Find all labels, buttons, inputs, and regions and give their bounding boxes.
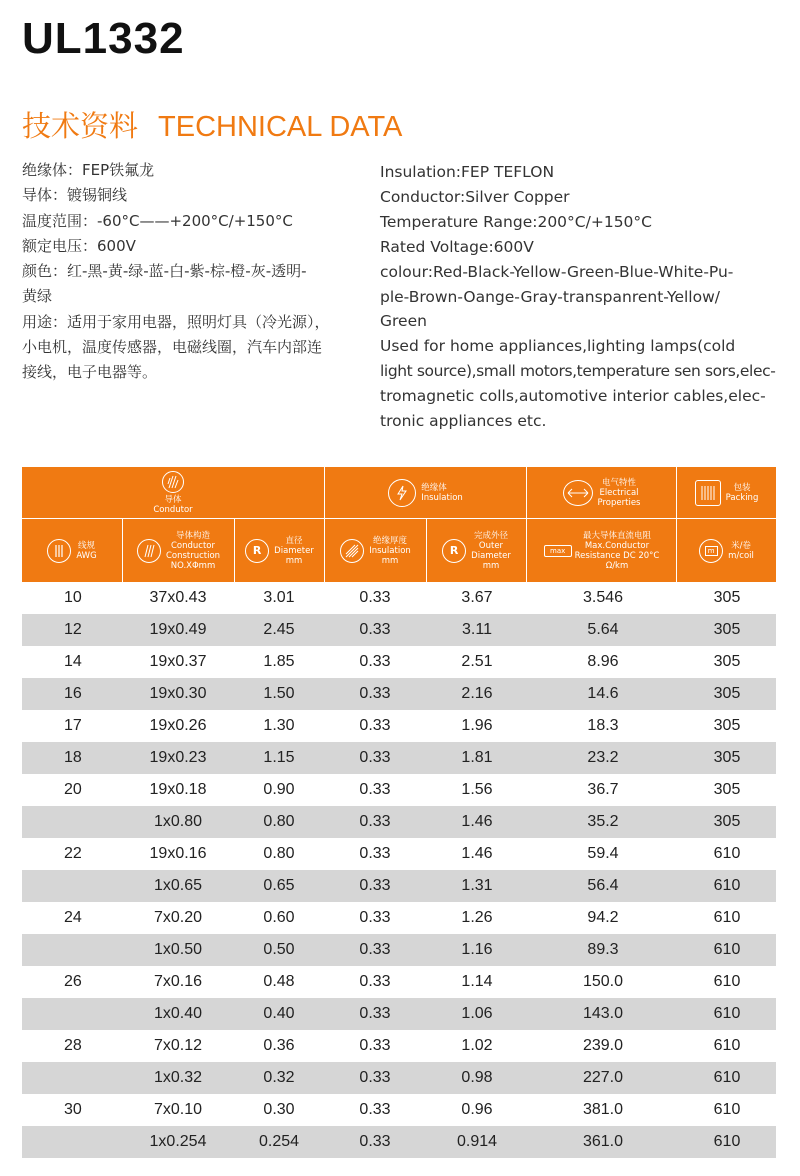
insulation-layer-icon: [340, 539, 364, 563]
table-cell: 14.6: [587, 685, 619, 702]
table-cell: 1.96: [461, 717, 493, 734]
table-cell: 0.50: [263, 941, 295, 958]
table-cell: 305: [713, 589, 741, 606]
table-cell: 8.96: [587, 653, 619, 670]
table-cell: 19x0.26: [149, 717, 207, 734]
col-construction-en3: NO.XΦmm: [170, 560, 216, 571]
table-cell: 305: [713, 653, 741, 670]
table-cell: 10: [64, 589, 82, 606]
table-cell: 1.02: [461, 1037, 493, 1054]
table-cell: 7x0.10: [153, 1101, 203, 1118]
table-cell: 1.16: [461, 941, 493, 958]
spec-line: 额定电压：600V: [22, 236, 136, 255]
table-row: [22, 806, 776, 838]
table-cell: 0.33: [359, 781, 391, 798]
table-cell: 16: [64, 685, 82, 702]
table-cell: 1.81: [461, 749, 493, 766]
resistor-icon: max: [544, 545, 572, 557]
table-cell: 1.50: [263, 685, 295, 702]
col-thickness-cn: 绝缘厚度: [372, 535, 407, 546]
table-cell: 3.11: [462, 621, 492, 638]
col-outer-en2: Diameter: [471, 550, 511, 561]
table-cell: 0.33: [359, 941, 391, 958]
group-electrical: [527, 467, 676, 518]
radius-icon: R: [245, 539, 269, 563]
table-cell: 1.31: [461, 877, 493, 894]
table-cell: 2.45: [263, 621, 295, 638]
col-construction: [123, 519, 234, 582]
table-cell: 227.0: [582, 1069, 624, 1086]
col-awg-en: AWG: [76, 550, 97, 561]
table-cell: 1.30: [263, 717, 295, 734]
col-outer-diameter: [427, 519, 526, 582]
table-row: [22, 902, 776, 934]
table-cell: 30: [64, 1101, 82, 1118]
table-cell: 1.06: [461, 1005, 493, 1022]
table-cell: 0.33: [359, 813, 391, 830]
table-cell: 1x0.254: [149, 1133, 207, 1150]
table-cell: 0.33: [359, 589, 391, 606]
table-cell: 19x0.16: [149, 845, 207, 862]
table-cell: 23.2: [587, 749, 619, 766]
col-outer-unit: mm: [482, 560, 500, 571]
spec-line: 颜色：红-黑-黄-绿-蓝-白-紫-棕-橙-灰-透明-: [22, 262, 307, 281]
table-row: [22, 582, 776, 614]
table-cell: 143.0: [582, 1005, 624, 1022]
table-cell: 3.546: [582, 589, 624, 606]
table-body: [22, 582, 776, 1158]
group-electrical-cn: 电气特性: [601, 477, 636, 488]
spec-line: Insulation:FEP TEFLON: [380, 163, 555, 181]
table-cell: 610: [713, 1133, 741, 1150]
measure-icon-label: m: [705, 546, 718, 556]
table-cell: 0.33: [359, 1069, 391, 1086]
spec-line: Conductor:Silver Copper: [380, 187, 570, 206]
table-cell: 305: [713, 621, 741, 638]
spec-line: 温度范围：-60°C——+200°C/+150°C: [22, 211, 293, 230]
col-resistance-unit: Ω/km: [605, 560, 629, 571]
table-cell: 0.33: [359, 1037, 391, 1054]
group-packing-cn: 包装: [733, 482, 751, 493]
table-row: [22, 1126, 776, 1158]
spec-line: 小电机，温度传感器，电磁线圈，汽车内部连: [22, 338, 323, 357]
table-cell: 239.0: [582, 1037, 624, 1054]
table-cell: 0.33: [359, 877, 391, 894]
col-thickness-en: Insulation: [369, 545, 411, 556]
table-row: [22, 838, 776, 870]
table-cell: 1x0.32: [153, 1069, 203, 1086]
spec-line: 接线，电子电器等。: [22, 363, 158, 382]
table-row: [22, 742, 776, 774]
table-cell: 0.32: [263, 1069, 295, 1086]
table-cell: 0.60: [263, 909, 295, 926]
table-row: [22, 998, 776, 1030]
table-cell: 3.01: [263, 589, 295, 606]
wire-bundle-icon: [47, 539, 71, 563]
spec-line: tronic appliances etc.: [380, 412, 547, 431]
table-cell: 610: [713, 973, 741, 990]
table-cell: 0.80: [263, 845, 295, 862]
group-conductor-cn: 导体: [164, 494, 182, 505]
table-cell: 59.4: [587, 845, 619, 862]
table-cell: 1x0.50: [153, 941, 203, 958]
col-resistance: [527, 519, 676, 582]
table-cell: 305: [713, 813, 741, 830]
page-title: UL1332: [22, 14, 185, 63]
table-cell: 1.56: [461, 781, 493, 798]
table-cell: 2.51: [461, 653, 493, 670]
spec-line: colour:Red-Black-Yellow-Green-Blue-White-Pu-: [380, 262, 734, 281]
table-cell: 0.33: [359, 685, 391, 702]
spec-line: tromagnetic colls,automotive interior cables,elec-: [380, 387, 766, 406]
table-cell: 19x0.37: [149, 653, 207, 670]
col-resistance-cn: 最大导体直流电阻: [582, 530, 651, 541]
group-electrical-en2: Properties: [597, 497, 641, 508]
table-cell: 0.36: [263, 1037, 295, 1054]
col-diameter-cn: 直径: [285, 535, 303, 546]
table-cell: 12: [64, 621, 82, 638]
radius-icon: R: [442, 539, 466, 563]
spec-line: 黄绿: [22, 287, 53, 306]
table-cell: 1x0.65: [153, 877, 203, 894]
table-cell: 1.15: [263, 749, 295, 766]
table-cell: 1.46: [461, 845, 493, 862]
table-cell: 305: [713, 685, 741, 702]
table-row: [22, 1094, 776, 1126]
table-cell: 0.33: [359, 621, 391, 638]
table-row: [22, 710, 776, 742]
group-packing: [677, 467, 776, 518]
table-row: [22, 1030, 776, 1062]
group-packing-en: Packing: [725, 492, 759, 503]
table-row: [22, 966, 776, 998]
table-cell: 150.0: [582, 973, 624, 990]
table-cell: 381.0: [582, 1101, 624, 1118]
group-electrical-en1: Electrical: [599, 487, 639, 498]
technical-data-table: [22, 467, 776, 1158]
table-cell: 19x0.23: [149, 749, 207, 766]
table-cell: 24: [64, 909, 82, 926]
col-coil: [677, 519, 776, 582]
section-title-cn: 技术资料: [22, 111, 139, 143]
table-cell: 18.3: [587, 717, 619, 734]
specs-chinese: [22, 158, 352, 386]
table-cell: 610: [713, 909, 741, 926]
section-title-en: TECHNICAL DATA: [158, 111, 403, 143]
specs-english: [380, 160, 776, 434]
table-cell: 19x0.49: [149, 621, 207, 638]
lightning-circle-icon: [388, 479, 416, 507]
section-title: [22, 104, 402, 145]
spec-line: 绝缘体：FEP铁氟龙: [22, 161, 155, 179]
spec-line: Green: [380, 312, 427, 331]
table-cell: 0.98: [461, 1069, 493, 1086]
strand-construction-icon: [137, 539, 161, 563]
double-arrow-icon: [563, 480, 593, 506]
table-cell: 0.80: [263, 813, 295, 830]
table-cell: 0.30: [263, 1101, 295, 1118]
spec-line: Used for home appliances,lighting lamps(cold: [380, 337, 736, 356]
table-cell: 610: [713, 845, 741, 862]
table-cell: 7x0.12: [153, 1037, 203, 1054]
table-cell: 0.96: [461, 1101, 493, 1118]
table-cell: 361.0: [582, 1133, 624, 1150]
table-cell: 610: [713, 941, 741, 958]
table-cell: 610: [713, 1005, 741, 1022]
table-cell: 17: [64, 717, 82, 734]
wire-strand-icon: [162, 471, 184, 493]
table-cell: 0.65: [263, 877, 295, 894]
coil-reel-icon: [695, 480, 721, 506]
table-cell: 0.33: [359, 653, 391, 670]
table-cell: 89.3: [587, 941, 619, 958]
table-cell: 1.26: [461, 909, 493, 926]
table-cell: 26: [64, 973, 82, 990]
group-insulation-en: Insulation: [421, 492, 463, 503]
table-cell: 35.2: [587, 813, 619, 830]
group-conductor-en: Condutor: [153, 504, 193, 515]
col-diameter-unit: mm: [285, 555, 303, 566]
table-row: [22, 934, 776, 966]
table-cell: 2.16: [461, 685, 493, 702]
col-diameter-en: Diameter: [274, 545, 314, 556]
measure-icon: [699, 539, 723, 563]
table-cell: 610: [713, 1069, 741, 1086]
table-cell: 28: [64, 1037, 82, 1054]
spec-line: 导体：镀锡铜线: [22, 186, 128, 205]
col-thickness-unit: mm: [381, 555, 399, 566]
group-conductor: [22, 467, 324, 518]
spec-line: light source),small motors,temperature sen sors,elec-: [380, 362, 776, 381]
col-diameter: [235, 519, 324, 582]
table-cell: 0.33: [359, 845, 391, 862]
table-cell: 0.254: [258, 1133, 300, 1150]
table-cell: 0.33: [359, 1101, 391, 1118]
table-row: [22, 1062, 776, 1094]
table-cell: 94.2: [587, 909, 619, 926]
table-cell: 610: [713, 1037, 741, 1054]
table-cell: 22: [64, 845, 82, 862]
table-cell: 1x0.80: [153, 813, 203, 830]
spec-line: Temperature Range:200°C/+150°C: [380, 212, 652, 231]
table-cell: 305: [713, 781, 741, 798]
table-cell: 56.4: [587, 877, 619, 894]
table-cell: 7x0.20: [153, 909, 203, 926]
table-cell: 3.67: [461, 589, 493, 606]
col-resistance-en2: Resistance DC 20°C: [574, 550, 660, 561]
col-outer-en1: Outer: [478, 540, 504, 551]
table-cell: 19x0.30: [149, 685, 207, 702]
table-cell: 0.90: [263, 781, 295, 798]
table-cell: 0.33: [359, 717, 391, 734]
table-row: [22, 614, 776, 646]
table-cell: 0.48: [263, 973, 295, 990]
col-resistance-en1: Max.Conductor: [584, 540, 650, 551]
table-cell: 0.33: [359, 1005, 391, 1022]
table-cell: 0.33: [359, 749, 391, 766]
group-insulation-cn: 绝缘体: [421, 482, 447, 493]
table-cell: 305: [713, 717, 741, 734]
spec-line: Rated Voltage:600V: [380, 237, 534, 256]
table-cell: 610: [713, 877, 741, 894]
col-construction-en1: Conductor: [170, 540, 215, 551]
table-header: [22, 467, 776, 582]
table-cell: 0.40: [263, 1005, 295, 1022]
col-coil-cn: 米/卷: [731, 540, 751, 551]
table-cell: 0.33: [359, 1133, 391, 1150]
table-cell: 1.46: [461, 813, 493, 830]
table-cell: 18: [64, 749, 82, 766]
table-cell: 14: [64, 653, 82, 670]
table-cell: 36.7: [587, 781, 619, 798]
table-cell: 0.914: [456, 1133, 498, 1150]
spec-line: ple-Brown-Oange-Gray-transpanrent-Yellow/: [380, 287, 721, 306]
col-construction-cn: 导体构造: [175, 530, 210, 541]
col-outer-cn: 完成外径: [473, 530, 508, 541]
table-cell: 0.33: [359, 909, 391, 926]
table-cell: 1.14: [461, 973, 493, 990]
table-row: [22, 774, 776, 806]
group-insulation: [325, 467, 526, 518]
table-cell: 7x0.16: [153, 973, 203, 990]
table-row: [22, 646, 776, 678]
spec-line: 用途：适用于家用电器，照明灯具（冷光源），: [22, 312, 330, 331]
table-cell: 305: [713, 749, 741, 766]
table-row: [22, 678, 776, 710]
col-awg: [22, 519, 122, 582]
table-cell: 5.64: [587, 621, 619, 638]
table-cell: 0.33: [359, 973, 391, 990]
table-cell: 37x0.43: [149, 589, 207, 606]
table-cell: 1x0.40: [153, 1005, 203, 1022]
col-coil-en: m/coil: [728, 550, 754, 561]
table-cell: 19x0.18: [149, 781, 207, 798]
table-cell: 610: [713, 1101, 741, 1118]
col-construction-en2: Construction: [165, 550, 221, 561]
table-row: [22, 870, 776, 902]
table-cell: 1.85: [263, 653, 295, 670]
table-cell: 20: [64, 781, 82, 798]
col-thickness: [325, 519, 426, 582]
col-awg-cn: 线规: [77, 540, 95, 551]
